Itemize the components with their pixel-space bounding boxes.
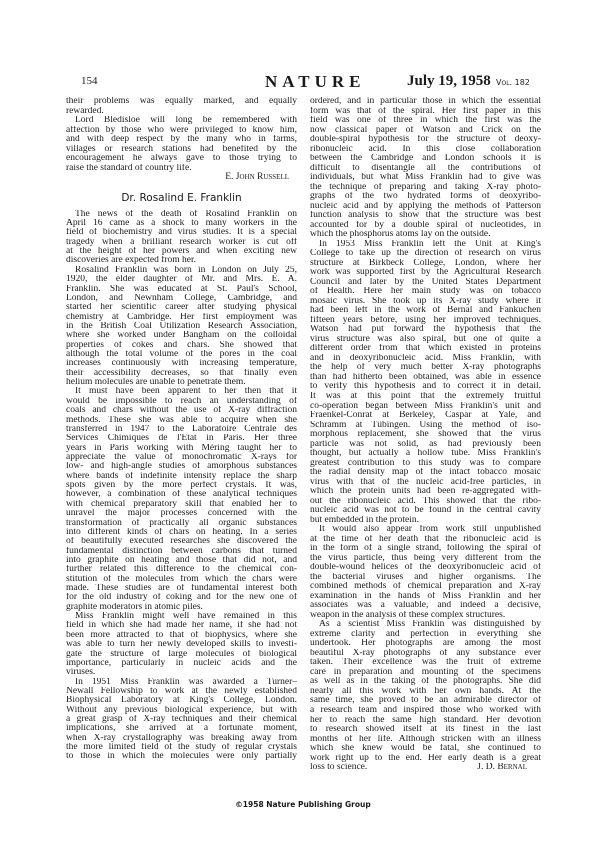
- text-line: stitution of the molecules from which the chars were: [66, 574, 297, 584]
- text-line: would be impossible to reach an understanding of: [66, 396, 297, 406]
- text-line: graphite moderators in atomic piles.: [66, 602, 203, 612]
- text-line: function analysis to show that the structure was best: [310, 211, 541, 221]
- text-line: low- and high-angle studies of amorphous substances: [66, 462, 297, 472]
- right-column: [310, 97, 541, 773]
- text-line: nearly all this work with her own hands. At the: [310, 686, 541, 696]
- text-line: beautiful X-ray photographs of any substance ever: [310, 648, 541, 658]
- text-line: affection by those who were privileged to know him,: [66, 125, 297, 135]
- text-line: raise the standard of country life.: [66, 163, 192, 173]
- text-line: virus with that of the nucleic acid-free particles, in: [310, 477, 541, 487]
- paragraph: [66, 266, 297, 388]
- paragraph: [66, 116, 297, 173]
- text-line: accounted for by a double spiral of nucleotides, in: [310, 220, 541, 230]
- author-signature: J. D. Bernal: [477, 763, 527, 773]
- text-line: nucleic acid and by applying the methods of Patterson: [310, 201, 541, 211]
- text-line: which the phosphorus atoms lay on the outside.: [310, 230, 491, 240]
- text-line: the technique of preparing and taking X-ray photo-: [310, 182, 541, 192]
- text-line: to research showed itself at its finest in the last: [310, 725, 541, 735]
- text-line: helium molecules are unable to penetrate them.: [66, 378, 246, 388]
- text-line: weapon in the analysis of these complex structures.: [310, 610, 506, 620]
- text-line: In 1951 Miss Franklin was awarded a Turner–: [75, 677, 297, 687]
- text-line: undertook. Her photographs are among the most: [310, 639, 541, 649]
- text-line: months of her life. Although stricken with an illness: [310, 734, 541, 744]
- text-line: Services Chimiques de l'État in Paris. Her three: [66, 434, 297, 444]
- text-line: Council and later by the United States Department: [310, 277, 541, 287]
- text-line: chemistry at Cambridge. Her first employment was: [66, 312, 297, 322]
- text-line: work right up to the end. Her early death is a great: [310, 753, 541, 763]
- paragraph: [310, 240, 541, 525]
- text-line: now classical paper of Watson and Crick on the: [310, 125, 541, 135]
- text-line: April 16 came as a shock to many workers in the: [66, 219, 297, 228]
- text-line: same time, she proved to be an admirable director of: [310, 696, 541, 706]
- text-line: Biophysical Laboratory at King's College, London.: [66, 696, 297, 706]
- text-line: nucleic acid was not to be found in the central cavity: [310, 506, 541, 516]
- text-line: which the protein units had been re-aggregated with-: [310, 487, 541, 497]
- paragraph: [310, 620, 541, 772]
- text-line: had been left in the work of Bernal and Fankuchen: [310, 306, 541, 316]
- text-line: the bacterial viruses and higher organisms. The: [310, 572, 541, 582]
- text-line: at the time of her death that the ribonucleic acid is: [310, 534, 541, 544]
- text-line: The news of the death of Rosalind Franklin on: [75, 209, 297, 219]
- text-line: ribonucleic acid. In this close collaboration: [310, 144, 541, 154]
- text-line: mosaic virus. She took up its X-ray study where it: [310, 296, 541, 306]
- text-line: the radial density map of the intact tobacco mosaic: [310, 468, 541, 478]
- text-line: started her scientific career after studying physical: [66, 303, 297, 313]
- text-line: which she knew would be fatal, she continued to: [310, 744, 541, 754]
- text-line: thought, but actually a hollow tube. Miss Franklin's: [310, 449, 541, 459]
- text-line: Without any previous biological experience, but with: [66, 705, 297, 715]
- issue-date: July 19, 1958: [407, 73, 491, 89]
- text-line: for the old industry of coking and for the new one of: [66, 593, 297, 603]
- text-line: as well as in the taking of the photographs. She did: [310, 677, 541, 687]
- text-line: out the ribonucleic acid. This showed that the ribo-: [310, 496, 541, 506]
- text-line: of Health. Here her main study was on tobacco: [310, 287, 541, 297]
- text-line: the more limited field of the study of regular crystals: [66, 743, 297, 753]
- text-line: a great grasp of X-ray techniques and their chemical: [66, 715, 297, 725]
- text-line: been more attracted to that of biophysics, where she: [66, 630, 297, 640]
- text-line: the help of very much better X-ray photographs: [310, 363, 541, 373]
- text-line: Schramm at Tübingen. Using the method of iso-: [310, 420, 541, 430]
- text-line: than had hitherto been obtained, was able in essence: [310, 372, 541, 382]
- text-line: examination in the hands of Miss Franklin and her: [310, 591, 541, 601]
- text-line: Fraenkel-Conrat at Berkeley, Caspar at Yale, and: [310, 411, 541, 421]
- text-line: encouragement he always gave to those trying to: [66, 154, 297, 164]
- left-column: [66, 97, 297, 762]
- text-line: their problems was equally marked, and equally: [66, 97, 297, 106]
- text-line: where bands of indefinite intensity replace the sharp: [66, 471, 297, 481]
- text-line: villages or research stations had benefited by the: [66, 144, 297, 154]
- paragraph: [66, 678, 297, 762]
- text-line: structure at Birkbeck College, London, where her: [310, 258, 541, 268]
- text-line: care in preparation and mounting of the specimens: [310, 667, 541, 677]
- text-line: Watson had put forward the hypothesis that the: [310, 325, 541, 335]
- text-line: methods. These she was able to acquire when she: [66, 415, 297, 425]
- text-line: importance, particularly in nucleic acids and the: [66, 658, 297, 668]
- text-line: fifteen years before, using her improved techniques.: [310, 315, 541, 325]
- text-line: made. These studies are of fundamental interest both: [66, 584, 297, 594]
- text-line: into different kinds of chars on heating. In a series: [66, 527, 297, 537]
- paragraph: [310, 525, 541, 620]
- text-line: London, and Newnham College, Cambridge, and: [66, 293, 297, 303]
- text-line: at the height of her powers and when exciting new: [66, 247, 297, 257]
- text-line: a research team and inspired those who worked with: [310, 706, 541, 715]
- text-line: between the Cambridge and London schools it is: [310, 154, 541, 164]
- text-line: Rosalind Franklin was born in London on July 25,: [75, 265, 297, 275]
- text-line: virus structure was also spiral, but one of quite a: [310, 334, 541, 344]
- text-line: individuals, but what Miss Franklin had to give was: [310, 173, 541, 183]
- text-line: Franklin. She was educated at St. Paul's School,: [66, 284, 297, 294]
- text-line: [310, 763, 541, 773]
- text-line: in the form of a single strand, following the spiral of: [310, 544, 541, 554]
- text-line: when X-ray crystallography was breaking away from: [66, 733, 297, 743]
- text-line: field of biochemistry and virus studies. It is a special: [66, 228, 297, 238]
- text-line: ordered, and in particular those in which the essential: [310, 97, 541, 106]
- text-line: It was at this point that the extremely fruitful: [310, 391, 541, 401]
- text-line: into graphite on heating and those that did not, and: [66, 555, 297, 565]
- text-line-content: loss to science.: [310, 763, 368, 773]
- text-line: tragedy when a brilliant research worker is cut off: [66, 237, 297, 247]
- text-line: combined methods of chemical preparation and X-ray: [310, 582, 541, 592]
- paragraph: [66, 387, 297, 612]
- text-line: their accessibility decreases, so that finally even: [66, 368, 297, 378]
- text-line: co-operation began between Miss Franklin's unit and: [310, 401, 541, 411]
- text-line: particle was not solid, as had previously been: [310, 439, 541, 449]
- text-line: gate the structure of large molecules of biological: [66, 649, 297, 659]
- text-line: different order from that which existed in proteins: [310, 344, 541, 354]
- text-line: It must have been apparent to her then that it: [75, 387, 297, 397]
- text-line: double-wound helices of the deoxyribonucleic acid of: [310, 563, 541, 573]
- text-line: increases continuously with increasing temperature,: [66, 359, 297, 369]
- text-line: her to reach the same high standard. Her devotion: [310, 715, 541, 725]
- text-line: transformation of practically all organic substances: [66, 518, 297, 528]
- text-line: transferred in 1947 to the Laboratoire Centrale des: [66, 424, 297, 434]
- text-line: however, a combination of these analytical techniques: [66, 490, 297, 500]
- text-line: to verify this hypothesis and to correct it in detail.: [310, 382, 541, 392]
- text-line: greatest contribution to this study was to compare: [310, 458, 541, 468]
- text-line: morphous replacement, she showed that the virus: [310, 430, 541, 440]
- paragraph: [66, 97, 297, 116]
- text-line: Newall Fellowship to work at the newly established: [66, 686, 297, 696]
- text-line: where she worked under Bangham on the colloidal: [66, 331, 297, 341]
- text-line: of beautifully executed researches she discovered the: [66, 537, 297, 547]
- author-signature: E. John Russell: [225, 172, 289, 183]
- text-line: In 1953 Miss Franklin left the Unit at King's: [319, 239, 541, 249]
- text-line: field was one of three in which the first was the: [310, 116, 541, 126]
- text-line: It would also appear from work still unpublished: [319, 525, 541, 535]
- text-line: 1920, the elder daughter of Mr. and Mrs. E. A.: [66, 275, 297, 285]
- text-line: and in deoxyribonucleic acid. Miss Franklin, with: [310, 353, 541, 363]
- text-line: extreme clarity and perfection in everything she: [310, 629, 541, 639]
- text-line: unravel the major processes concerned with the: [66, 509, 297, 519]
- paragraph: [66, 210, 297, 266]
- text-line: but embedded in the protein.: [310, 515, 419, 525]
- text-line: although the total volume of the pores in the coal: [66, 350, 297, 360]
- page-number: 154: [81, 75, 98, 87]
- text-line: associates was a valuable, and indeed a decisive,: [310, 601, 541, 611]
- text-line: spots given by the more perfect crystals. It was,: [66, 481, 297, 491]
- journal-name: NATURE: [265, 72, 366, 91]
- text-line: form was that of the spiral. Her first paper in this: [310, 106, 541, 116]
- text-line: field in which she had made her name, if she had not: [66, 621, 297, 631]
- text-line: years in Paris working with Méring taught her to: [66, 443, 297, 453]
- volume-number: Vol. 182: [496, 78, 530, 87]
- text-line: As a scientist Miss Franklin was distinguished by: [319, 620, 541, 630]
- text-line: appreciate the value of monochromatic X-rays for: [66, 452, 297, 462]
- copyright-notice: ©1958 Nature Publishing Group: [235, 800, 371, 809]
- text-line: discoveries are expected from her.: [66, 256, 197, 266]
- paragraph: [310, 97, 541, 240]
- text-line: to those in which the molecules were only partially: [66, 752, 297, 762]
- paragraph: [66, 612, 297, 678]
- text-line: the virus particle, thus being very different from the: [310, 553, 541, 563]
- article-title: Dr. Rosalind E. Franklin: [121, 191, 242, 204]
- text-line: taken. Their excellence was the fruit of extreme: [310, 658, 541, 668]
- text-line: further related this difference to the chemical con-: [66, 565, 297, 575]
- text-line: double-spiral hypothesis for the structure of deoxy-: [310, 135, 541, 145]
- text-line: work was supported first by the Agricultural Research: [310, 268, 541, 278]
- text-line: was able to turn her newly developed skills to investi-: [66, 640, 297, 650]
- text-line: implications, she arrived at a fortunate moment,: [66, 724, 297, 734]
- text-line: with chemical preparatory skill that enabled her to: [66, 499, 297, 509]
- text-line: and with deep respect by the many who in farms,: [66, 135, 297, 145]
- text-line: rewarded.: [66, 106, 104, 116]
- text-line: in the British Coal Utilization Research Association,: [66, 321, 297, 331]
- text-line: fundamental distinction between carbons that turned: [66, 546, 297, 556]
- text-line: graphs of the two hydrated forms of deoxyribo-: [310, 192, 541, 202]
- text-line: coals and chars without the use of X-ray diffraction: [66, 406, 297, 416]
- text-line: properties of cokes and chars. She showed that: [66, 340, 297, 350]
- text-line: difficult to disentangle all the contributions of: [310, 163, 541, 173]
- text-line: College to take up the direction of research on virus: [310, 249, 541, 259]
- text-line: viruses.: [66, 668, 96, 678]
- text-line: Lord Bledisloe will long be remembered with: [75, 116, 297, 126]
- text-line: Miss Franklin might well have remained in this: [75, 612, 297, 622]
